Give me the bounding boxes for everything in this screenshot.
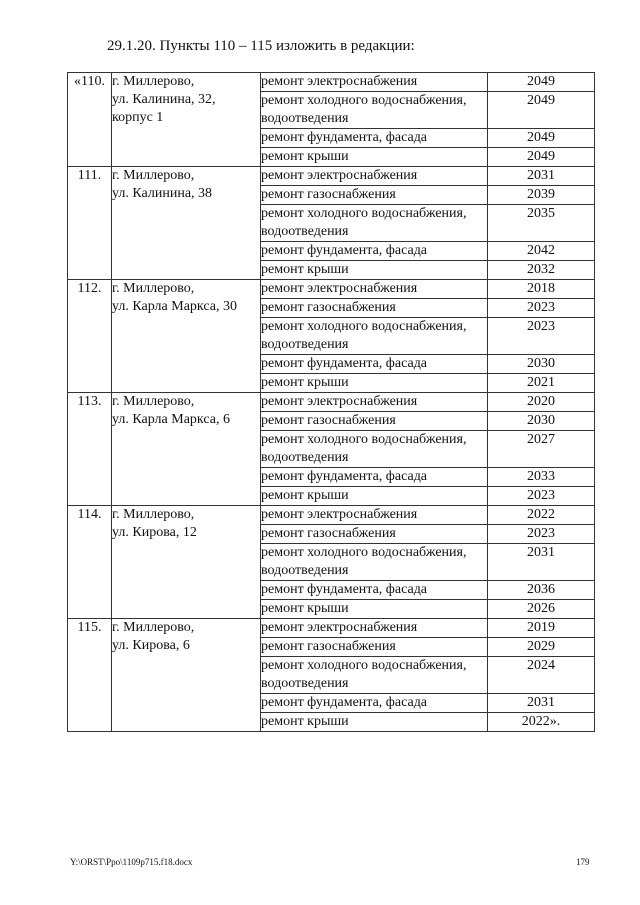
work-type: ремонт фундамента, фасада	[261, 355, 488, 374]
address-city: г. Миллерово,	[112, 74, 195, 89]
item-number: 115.	[68, 619, 112, 732]
address-street: ул. Кирова, 6	[112, 638, 190, 653]
work-year: 2049	[488, 148, 595, 167]
work-year: 2029	[488, 638, 595, 657]
work-type: ремонт газоснабжения	[261, 299, 488, 318]
address-city: г. Миллерово,	[112, 168, 195, 183]
work-year: 2049	[488, 129, 595, 148]
address-street: ул. Карла Маркса, 30	[112, 299, 237, 314]
item-number: 113.	[68, 393, 112, 506]
work-type: ремонт газоснабжения	[261, 525, 488, 544]
work-type: ремонт холодного водоснабжения, водоотведения	[261, 431, 488, 468]
section-heading: 29.1.20. Пункты 110 – 115 изложить в редакции:	[107, 38, 415, 54]
work-type: ремонт холодного водоснабжения, водоотведения	[261, 657, 488, 694]
work-year: 2024	[488, 657, 595, 694]
work-type: ремонт электроснабжения	[261, 506, 488, 525]
work-type: ремонт холодного водоснабжения, водоотведения	[261, 205, 488, 242]
work-type: ремонт крыши	[261, 261, 488, 280]
address-street: ул. Карла Маркса, 6	[112, 412, 230, 427]
item-address	[112, 280, 261, 393]
footer-page-number: 179	[576, 857, 590, 867]
item-number: «110.	[68, 73, 112, 167]
work-type: ремонт газоснабжения	[261, 186, 488, 205]
item-address	[112, 73, 261, 167]
work-year: 2027	[488, 431, 595, 468]
item-address	[112, 393, 261, 506]
repair-schedule-table	[67, 72, 595, 732]
work-type: ремонт холодного водоснабжения, водоотведения	[261, 544, 488, 581]
work-year: 2023	[488, 299, 595, 318]
work-year: 2020	[488, 393, 595, 412]
work-year: 2022	[488, 506, 595, 525]
work-year: 2031	[488, 694, 595, 713]
work-type: ремонт фундамента, фасада	[261, 468, 488, 487]
work-type: ремонт газоснабжения	[261, 412, 488, 431]
address-street: ул. Калинина, 32,	[112, 92, 216, 107]
work-year: 2049	[488, 92, 595, 129]
address-city: г. Миллерово,	[112, 281, 195, 296]
work-type: ремонт фундамента, фасада	[261, 581, 488, 600]
work-year: 2033	[488, 468, 595, 487]
work-year: 2021	[488, 374, 595, 393]
work-type: ремонт крыши	[261, 148, 488, 167]
work-type: ремонт фундамента, фасада	[261, 242, 488, 261]
work-year: 2031	[488, 544, 595, 581]
item-number: 111.	[68, 167, 112, 280]
item-address	[112, 506, 261, 619]
item-address	[112, 619, 261, 732]
work-year: 2042	[488, 242, 595, 261]
work-year: 2035	[488, 205, 595, 242]
work-year: 2023	[488, 525, 595, 544]
work-year: 2036	[488, 581, 595, 600]
work-type: ремонт крыши	[261, 600, 488, 619]
work-type: ремонт электроснабжения	[261, 167, 488, 186]
work-type: ремонт холодного водоснабжения, водоотведения	[261, 318, 488, 355]
work-type: ремонт фундамента, фасада	[261, 129, 488, 148]
work-year: 2026	[488, 600, 595, 619]
work-year: 2022».	[488, 713, 595, 732]
address-city: г. Миллерово,	[112, 620, 195, 635]
work-year: 2030	[488, 355, 595, 374]
item-number: 112.	[68, 280, 112, 393]
item-address	[112, 167, 261, 280]
address-street: ул. Калинина, 38	[112, 186, 213, 201]
work-year: 2023	[488, 487, 595, 506]
work-year: 2018	[488, 280, 595, 299]
work-type: ремонт электроснабжения	[261, 619, 488, 638]
work-year: 2032	[488, 261, 595, 280]
work-type: ремонт электроснабжения	[261, 280, 488, 299]
work-year: 2049	[488, 73, 595, 92]
address-street: ул. Кирова, 12	[112, 525, 197, 540]
work-year: 2039	[488, 186, 595, 205]
table-row	[68, 506, 595, 525]
work-year: 2030	[488, 412, 595, 431]
table-row	[68, 73, 595, 92]
work-type: ремонт крыши	[261, 487, 488, 506]
work-type: ремонт холодного водоснабжения, водоотведения	[261, 92, 488, 129]
work-type: ремонт электроснабжения	[261, 73, 488, 92]
work-year: 2031	[488, 167, 595, 186]
table-row	[68, 619, 595, 638]
table-row	[68, 167, 595, 186]
table-row	[68, 393, 595, 412]
work-type: ремонт фундамента, фасада	[261, 694, 488, 713]
item-number: 114.	[68, 506, 112, 619]
work-type: ремонт крыши	[261, 713, 488, 732]
work-type: ремонт газоснабжения	[261, 638, 488, 657]
table-row	[68, 280, 595, 299]
address-city: г. Миллерово,	[112, 394, 195, 409]
address-extra: корпус 1	[112, 110, 164, 125]
work-type: ремонт крыши	[261, 374, 488, 393]
work-year: 2023	[488, 318, 595, 355]
address-city: г. Миллерово,	[112, 507, 195, 522]
work-type: ремонт электроснабжения	[261, 393, 488, 412]
repair-schedule-body	[68, 73, 595, 732]
footer-file-path: Y:\ORST\Ppo\1109p715.f18.docx	[70, 857, 193, 867]
work-year: 2019	[488, 619, 595, 638]
